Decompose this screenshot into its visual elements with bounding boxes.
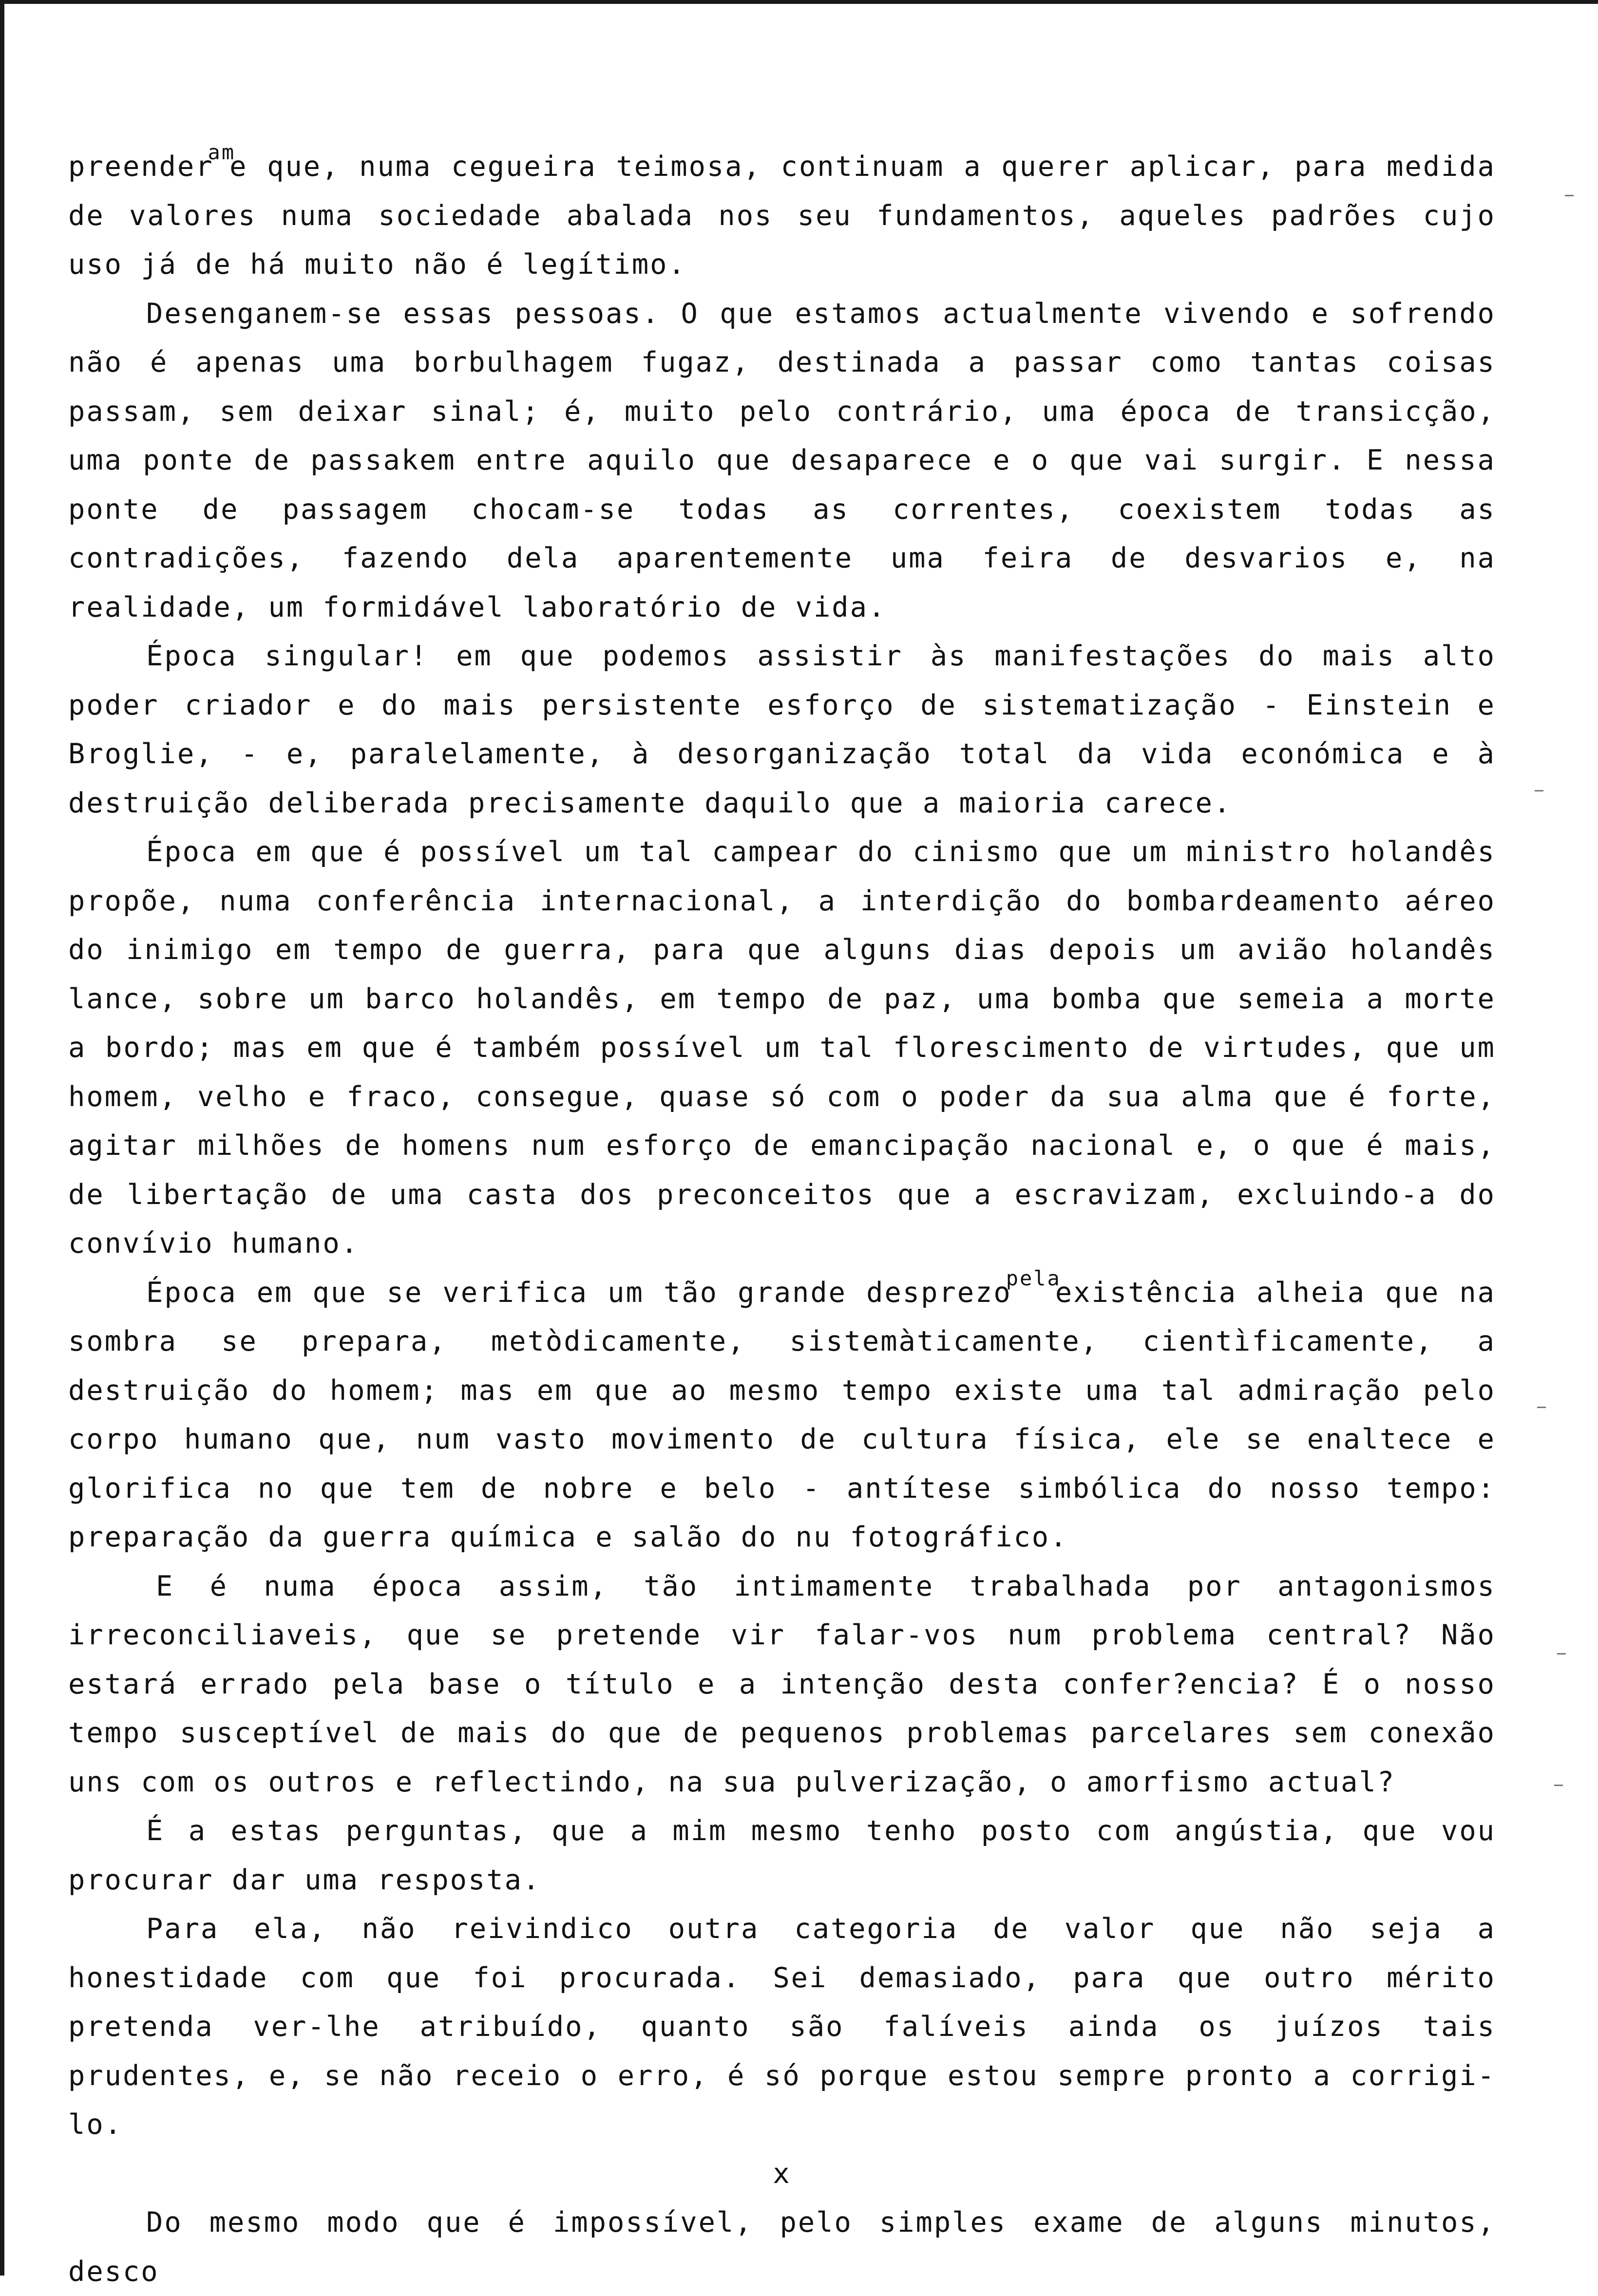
paragraph-text: existência alheia que na sombra se prepara, metòdicamente, sistemàticamente, cientìficamente, a destruição do homem; mas em que ao mesmo tempo existe uma tal admiração pelo corpo humano que, num vasto movimento de cultura física, ele se enaltece e glorifica no que tem de nobre e belo - antítese simbólica do nosso tempo: preparação da guerra química e salão do nu fotográfico. [68, 1276, 1496, 1553]
paragraph: Do mesmo modo que é impossível, pelo simples exame de alguns minutos, desco [68, 2206, 1496, 2288]
page-border-left [0, 0, 4, 2276]
document-body [68, 142, 1496, 2296]
paragraph [68, 1268, 1496, 1562]
margin-mark [1554, 1785, 1563, 1786]
margin-mark [1537, 1407, 1546, 1408]
paragraph-start: preender [68, 151, 214, 183]
page-border-top [0, 0, 1598, 4]
paragraph: Para ela, não reivindico outra categoria de valor que não seja a honestidade com que foi procurada. Sei demasiado, para que outro mérito pretenda ver-lhe atribuído, quanto são falíveis ainda os juízos tais prudentes, e, se não receio o erro, é só porque estou sempre pronto a corrigi-lo. [68, 1913, 1496, 2141]
superscript-insertion: am [208, 140, 236, 164]
margin-mark [1535, 790, 1543, 791]
paragraph: Época singular! em que podemos assistir às manifestações do mais alto poder criador e do mais persistente esforço de sistematização - Einstein e Broglie, - e, paralelamente, à desorganização total da vida económica e à destruição deliberada precisamente daquilo que a maioria carece. [68, 640, 1496, 819]
margin-mark [1565, 195, 1574, 196]
paragraph-text: e que, numa cegueira teimosa, continuam a querer aplicar, para medida de valores numa sociedade abalada nos seu fundamentos, aqueles padrões cujo uso já de há muito não é legítimo. [68, 151, 1496, 281]
superscript-insertion: pela [1006, 1266, 1061, 1290]
paragraph: E é numa época assim, tão intimamente trabalhada por antagonismos irreconciliaveis, que se pretende vir falar-vos num problema central? Não estará errado pela base o título e a intenção desta confer?encia? É o nosso tempo susceptível de mais do que de pequenos problemas parcelares sem conexão uns com os outros e reflectindo, na sua pulverização, o amorfismo actual? [68, 1570, 1496, 1798]
paragraph-start: Época em que se verifica um tão grande desprezo [146, 1276, 1012, 1309]
paragraph [68, 142, 1496, 289]
paragraph: É a estas perguntas, que a mim mesmo tenho posto com angústia, que vou procurar dar uma resposta. [68, 1815, 1496, 1896]
paragraph: Época em que é possível um tal campear do cinismo que um ministro holandês propõe, numa conferência internacional, a interdição do bombardeamento aéreo do inimigo em tempo de guerra, para que alguns dias depois um avião holandês lance, sobre um barco holandês, em tempo de paz, uma bomba que semeia a morte a bordo; mas em que é também possível um tal florescimento de virtudes, que um homem, velho e fraco, consegue, quase só com o poder da sua alma que é forte, agitar milhões de homens num esforço de emancipação nacional e, o que é mais, de libertação de uma casta dos preconceitos que a escravizam, excluindo-a do convívio humano. [68, 836, 1496, 1260]
section-separator: x [773, 2157, 791, 2190]
margin-mark [1557, 1653, 1566, 1655]
paragraph: Desenganem-se essas pessoas. O que estamos actualmente vivendo e sofrendo não é apenas uma borbulhagem fugaz, destinada a passar como tantas coisas passam, sem deixar sinal; é, muito pelo contrário, uma época de transicção, uma ponte de passakem entre aquilo que desaparece e o que vai surgir. E nessa ponte de passagem chocam-se todas as correntes, coexistem todas as contradições, fazendo dela aparentemente uma feira de desvarios e, na realidade, um formidável laboratório de vida. [68, 297, 1496, 623]
